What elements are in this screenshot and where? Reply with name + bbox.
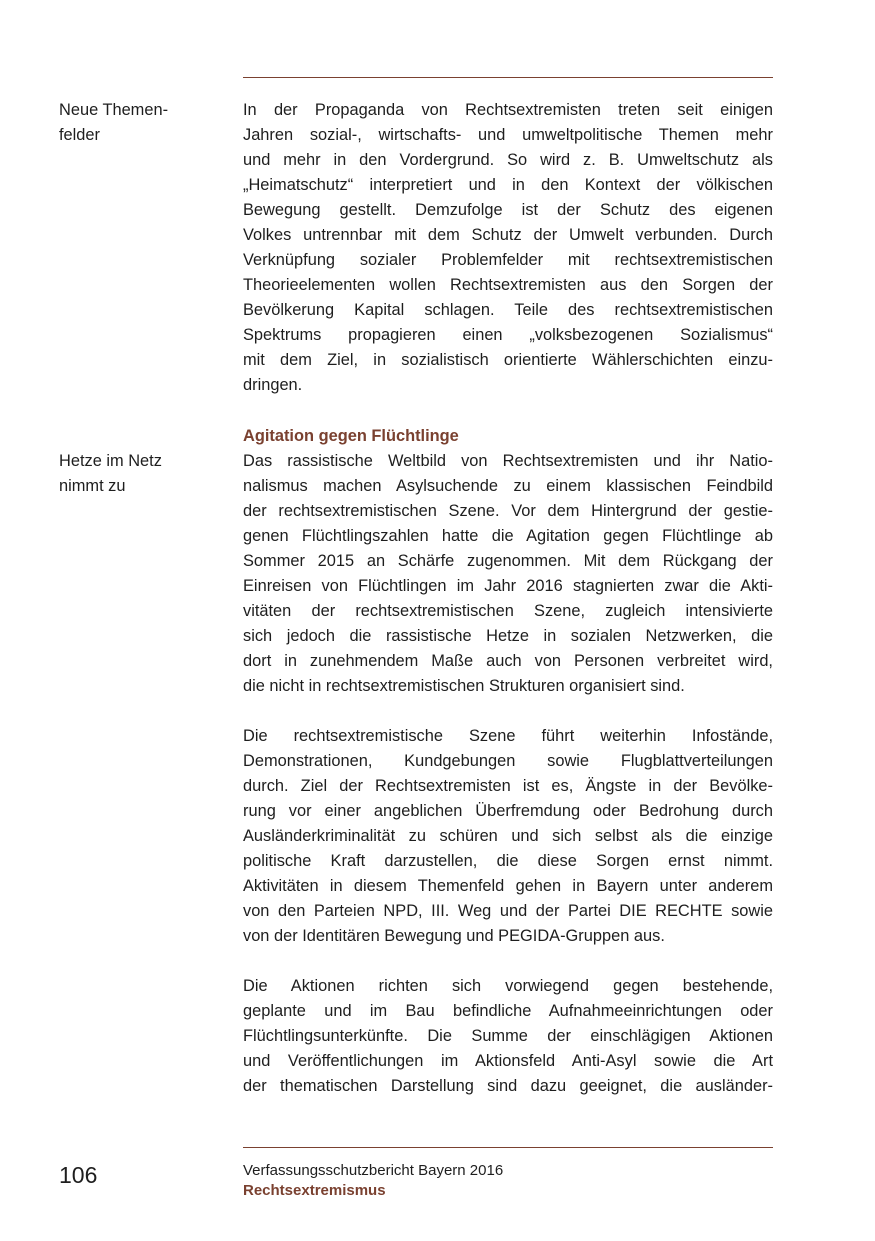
text-line: die nicht in rechtsextremistischen Strukturen organisiert sind. <box>243 677 685 695</box>
text-line: Die Aktionen richten sich vorwiegend gegen bestehende, <box>243 977 773 995</box>
text-line: vitäten der rechtsextremistischen Szene, zugleich intensivierte <box>243 602 773 620</box>
section-heading-agitation: Agitation gegen Flüchtlinge <box>243 427 459 445</box>
text-line: „Heimatschutz“ interpretiert und in den Kontext der völkischen <box>243 176 773 194</box>
text-line: der thematischen Darstellung sind dazu geeignet, die ausländer- <box>243 1077 773 1095</box>
text-line: politische Kraft darzustellen, die diese Sorgen ernst nimmt. <box>243 852 773 870</box>
margin-note-hetze-im-netz <box>59 449 219 499</box>
text-line: rung vor einer angeblichen Überfremdung oder Bedrohung durch <box>243 802 773 820</box>
margin-note-line: felder <box>59 126 101 144</box>
text-line: nalismus machen Asylsuchende zu einem klassischen Feindbild <box>243 477 773 495</box>
paragraph-weltbild <box>243 449 773 699</box>
text-line: und mehr in den Vordergrund. So wird z. B. Umweltschutz als <box>243 151 773 169</box>
text-line: von der Identitären Bewegung und PEGIDA-Gruppen aus. <box>243 927 665 945</box>
text-line: Demonstrationen, Kundgebungen sowie Flugblattverteilungen <box>243 752 773 770</box>
paragraph-szene <box>243 724 773 949</box>
footer-rule <box>243 1147 773 1148</box>
page-number: 106 <box>59 1162 98 1188</box>
text-line: Flüchtlingsunterkünfte. Die Summe der einschlägigen Aktionen <box>243 1027 773 1045</box>
text-line: Bewegung gestellt. Demzufolge ist der Schutz des eigenen <box>243 201 773 219</box>
text-line: dringen. <box>243 376 303 394</box>
text-line: und Veröffentlichungen im Aktionsfeld Anti-Asyl sowie die Art <box>243 1052 773 1070</box>
text-line: Einreisen von Flüchtlingen im Jahr 2016 stagnierten zwar die Akti- <box>243 577 773 595</box>
text-line: Bevölkerung Kapital schlagen. Teile des rechtsextremistischen <box>243 301 773 319</box>
margin-note-line: Hetze im Netz <box>59 452 162 470</box>
footer-publication-title: Verfassungsschutzbericht Bayern 2016 <box>243 1162 504 1179</box>
paragraph-propaganda <box>243 98 773 398</box>
text-line: Volkes untrennbar mit dem Schutz der Umwelt verbunden. Durch <box>243 226 773 244</box>
text-line: der rechtsextremistischen Szene. Vor dem Hintergrund der gestie- <box>243 502 773 520</box>
margin-note-neue-themenfelder <box>59 98 219 148</box>
text-line: von den Parteien NPD, III. Weg und der Partei DIE RECHTE sowie <box>243 902 773 920</box>
margin-note-line: Neue Themen- <box>59 101 169 119</box>
text-line: Sommer 2015 an Schärfe zugenommen. Mit dem Rückgang der <box>243 552 773 570</box>
paragraph-aktionen <box>243 974 773 1099</box>
text-line: Verknüpfung sozialer Problemfelder mit rechtsextremistischen <box>243 251 773 269</box>
text-line: mit dem Ziel, in sozialistisch orientierte Wählerschichten einzu- <box>243 351 773 369</box>
header-rule <box>243 77 773 78</box>
text-line: dort in zunehmendem Maße auch von Personen verbreitet wird, <box>243 652 773 670</box>
text-line: In der Propaganda von Rechtsextremisten treten seit einigen <box>243 101 773 119</box>
margin-note-line: nimmt zu <box>59 477 126 495</box>
footer-section-name: Rechtsextremismus <box>243 1182 386 1199</box>
text-line: durch. Ziel der Rechtsextremisten ist es, Ängste in der Bevölke- <box>243 777 773 795</box>
text-line: geplante und im Bau befindliche Aufnahmeeinrichtungen oder <box>243 1002 773 1020</box>
text-line: Spektrums propagieren einen „volksbezogenen Sozialismus“ <box>243 326 773 344</box>
text-line: Ausländerkriminalität zu schüren und sich selbst als die einzige <box>243 827 773 845</box>
text-line: Theorieelementen wollen Rechtsextremisten aus den Sorgen der <box>243 276 773 294</box>
text-line: Aktivitäten in diesem Themenfeld gehen in Bayern unter anderem <box>243 877 773 895</box>
text-line: genen Flüchtlingszahlen hatte die Agitation gegen Flüchtlinge ab <box>243 527 773 545</box>
text-line: sich jedoch die rassistische Hetze in sozialen Netzwerken, die <box>243 627 773 645</box>
text-line: Das rassistische Weltbild von Rechtsextremisten und ihr Natio- <box>243 452 773 470</box>
text-line: Die rechtsextremistische Szene führt weiterhin Infostände, <box>243 727 773 745</box>
text-line: Jahren sozial-, wirtschafts- und umweltpolitische Themen mehr <box>243 126 773 144</box>
